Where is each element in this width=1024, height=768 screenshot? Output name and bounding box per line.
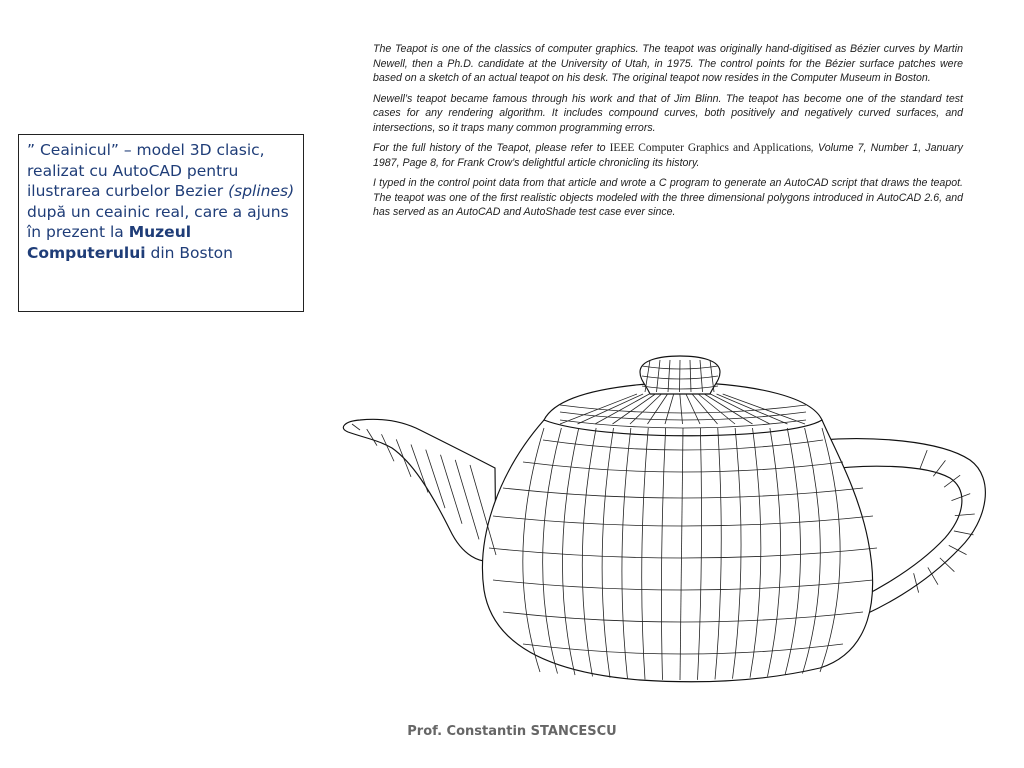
- teapot-body: [343, 356, 985, 682]
- article-paragraph-3: [373, 141, 963, 170]
- caption-box: [18, 134, 304, 312]
- article-paragraph-4: I typed in the control point data from that article and wrote a C program to generate an AutoCAD script that draws the teapot. The teapot was one of the first realistic objects modeled with the three dimensional polygons introduced in AutoCAD 2.6, and has served as an AutoCAD and AutoShade test case ever since.: [373, 177, 963, 218]
- teapot-wireframe-figure: [330, 348, 995, 688]
- article-paragraph-1: The Teapot is one of the classics of computer graphics. The teapot was originally hand-digitised as Bézier curves by Martin Newell, then a Ph.D. candidate at the University of Utah, in 1975. The control points for the Bézier surface patches were based on a sketch of an actual teapot on his desk. The original teapot now resides in the Computer Museum in Boston.: [373, 43, 963, 84]
- article-p3-journal: IEEE Computer Graphics and Applications: [609, 142, 811, 154]
- author-footer: Prof. Constantin STANCESCU: [407, 724, 617, 739]
- caption-text-3: din Boston: [145, 243, 233, 262]
- article-p3-start: For the full history of the Teapot, please refer to: [373, 142, 610, 154]
- caption-text-2: după un ceainic real, care a ajuns în prezent la: [27, 202, 289, 241]
- article-paragraph-2: Newell’s teapot became famous through his work and that of Jim Blinn. The teapot has become one of the standard test cases for any rendering algorithm. It includes compound curves, both positively and negatively curved surfaces, and intersections, so it traps many common programming errors.: [373, 92, 963, 134]
- caption-italic: (splines): [228, 182, 295, 200]
- article-p3-end: , Volume 7, Number 1, January 1987, Page 8, for Frank Crow’s delightful article chronicling its history.: [373, 142, 963, 169]
- article-text: [373, 42, 963, 226]
- caption-bold: Muzeul Computerului: [27, 223, 192, 262]
- caption-text: ” Ceainicul” – model 3D clasic, realizat cu AutoCAD pentru ilustrarea curbelor Bezier: [27, 141, 265, 200]
- teapot-spout: [343, 419, 496, 561]
- teapot-belly: [482, 420, 872, 682]
